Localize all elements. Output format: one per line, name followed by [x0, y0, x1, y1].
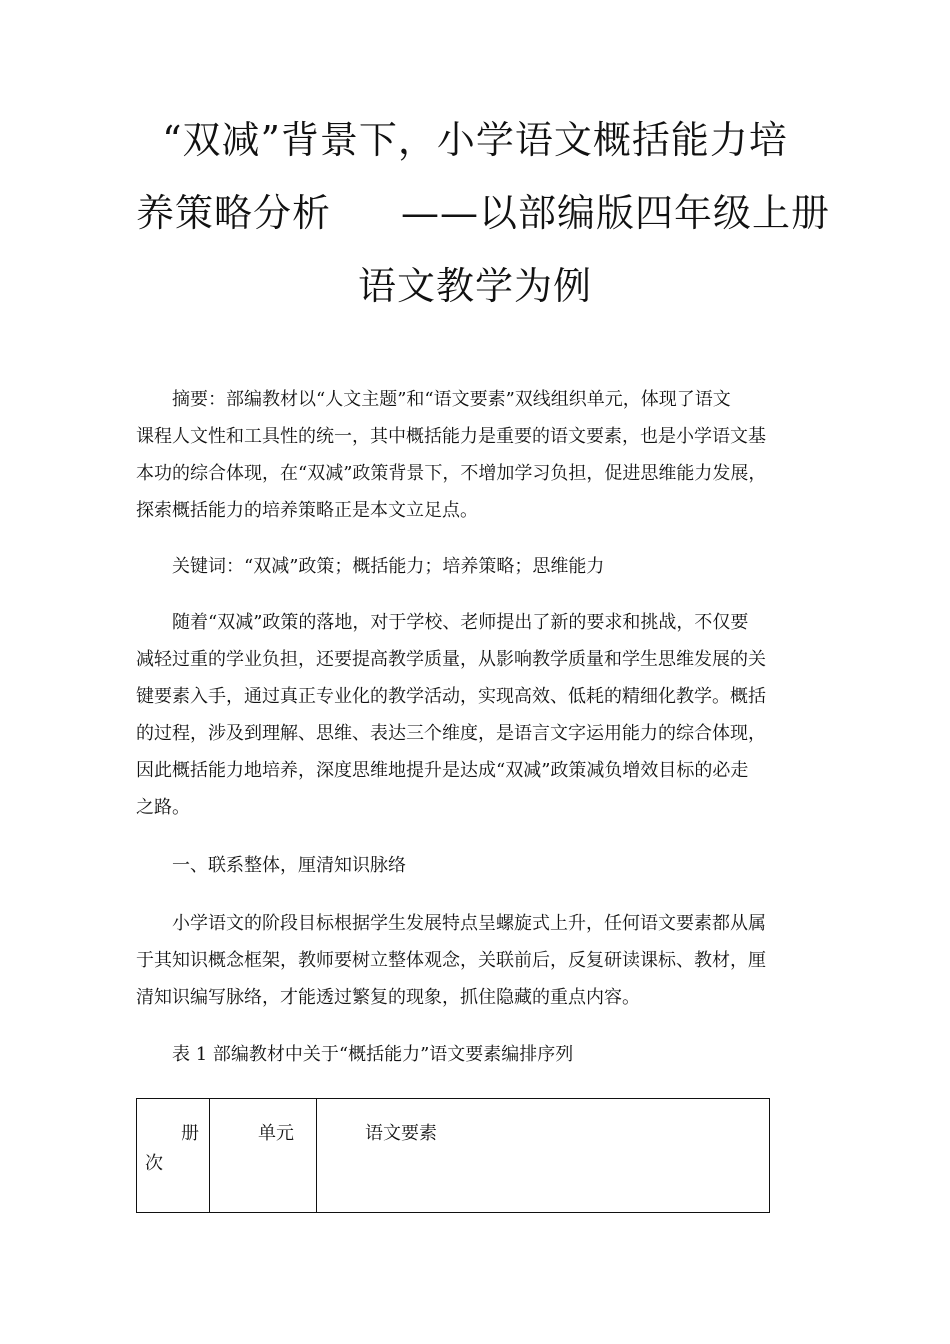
- header-cell-element: [317, 1099, 770, 1213]
- abstract-line-3: 本功的综合体现，在“双减”政策背景下，不增加学习负担，促进思维能力发展，: [136, 463, 767, 484]
- header-volume-text-1: 册: [181, 1123, 199, 1144]
- table-header-row: [137, 1099, 770, 1213]
- section-1-line-2: 于其知识概念框架，教师要树立整体观念，关联前后，反复研读课标、教材，厘: [136, 950, 766, 971]
- header-element-text: 语文要素: [365, 1123, 437, 1144]
- intro-line-3: 键要素入手，通过真正专业化的教学活动，实现高效、低耗的精细化教学。概括: [136, 686, 766, 707]
- intro-line-2: 减轻过重的学业负担，还要提高教学质量，从影响教学质量和学生思维发展的关: [136, 649, 766, 670]
- header-unit-text: 单元: [258, 1123, 294, 1144]
- header-cell-unit: [210, 1099, 317, 1213]
- header-cell-volume: [137, 1099, 210, 1213]
- abstract-line-2: 课程人文性和工具性的统一，其中概括能力是重要的语文要素，也是小学语文基: [136, 426, 766, 447]
- abstract-line-4: 探索概括能力的培养策略正是本文立足点。: [136, 500, 478, 521]
- section-1-line-1: 小学语文的阶段目标根据学生发展特点呈螺旋式上升，任何语文要素都从属: [172, 913, 766, 934]
- paper-title: [120, 118, 830, 337]
- table-1: [136, 1098, 770, 1213]
- title-line-2: [120, 191, 830, 235]
- keywords-line: 关键词：“双减”政策；概括能力；培养策略；思维能力: [172, 556, 605, 577]
- section-1-line-3: 清知识编写脉络，才能透过繁复的现象，抓住隐藏的重点内容。: [136, 987, 640, 1008]
- header-volume-text-2: 次: [145, 1153, 163, 1174]
- title-line-2-part-a: 养策略分析: [136, 191, 332, 235]
- title-line-3: 语文教学为例: [357, 264, 592, 308]
- title-line-1: “双减”背景下，小学语文概括能力培: [162, 118, 788, 162]
- intro-line-4: 的过程，涉及到理解、思维、表达三个维度，是语言文字运用能力的综合体现，: [136, 723, 766, 744]
- intro-line-5: 因此概括能力地培养，深度思维地提升是达成“双减”政策减负增效目标的必走: [136, 760, 749, 781]
- title-line-2-part-b: ——以部编版四年级上册: [401, 191, 831, 235]
- abstract-line-1: 摘要：部编教材以“人文主题”和“语文要素”双线组织单元，体现了语文: [172, 389, 731, 410]
- intro-line-6: 之路。: [136, 797, 190, 818]
- section-1-heading: 一、联系整体，厘清知识脉络: [172, 855, 406, 876]
- table-1-caption: 表 1 部编教材中关于“概括能力”语文要素编排序列: [172, 1044, 574, 1065]
- intro-line-1: 随着“双减”政策的落地，对于学校、老师提出了新的要求和挑战，不仅要: [172, 612, 749, 633]
